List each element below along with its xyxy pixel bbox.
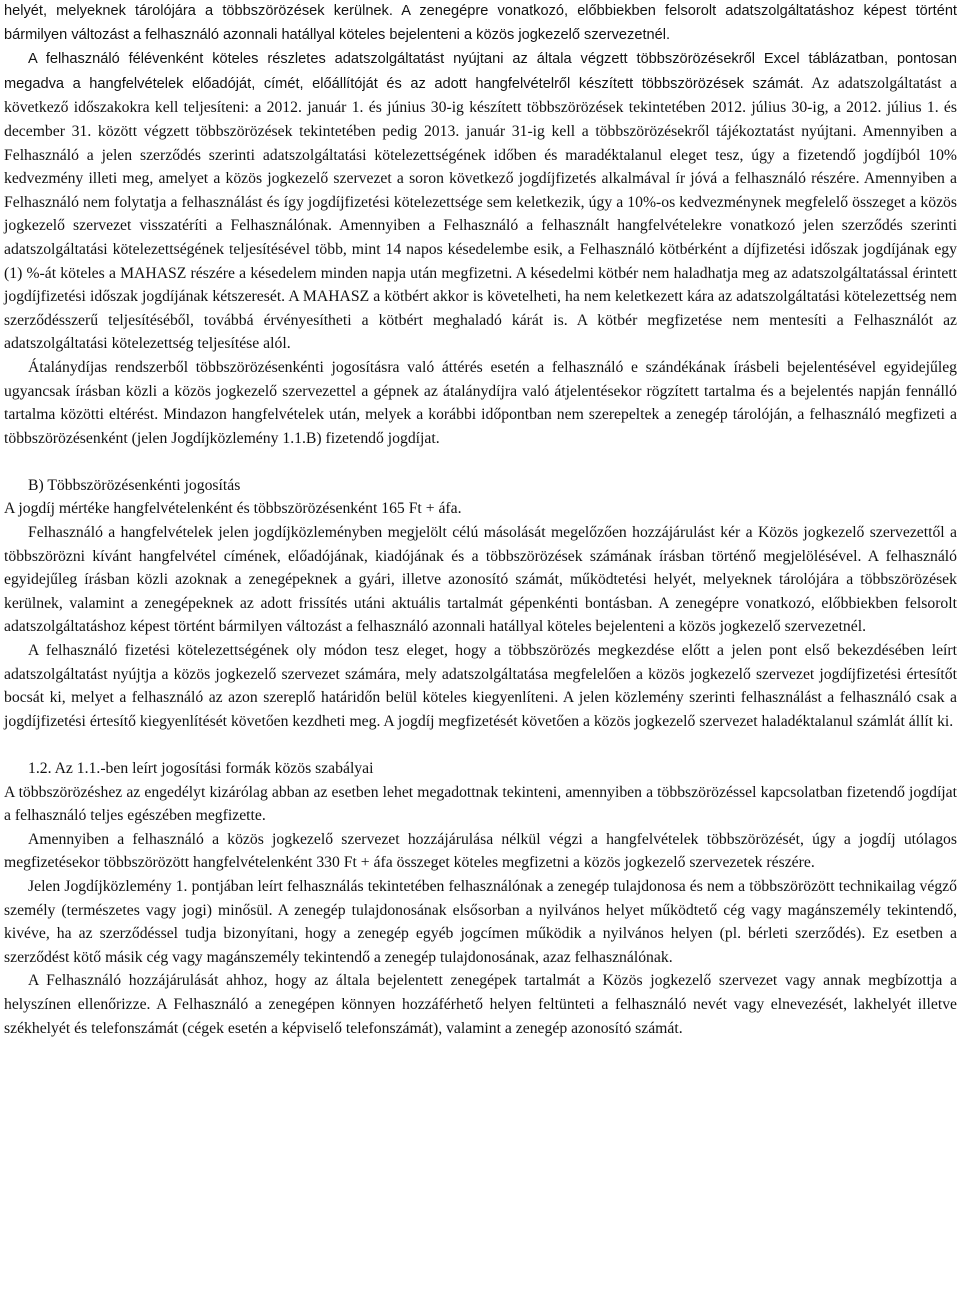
spacer [4,733,957,757]
paragraph-text: A jogdíj mértéke hangfelvételenként és többszörözésenként 165 Ft + áfa. [4,500,462,518]
paragraph-text: Az adatszolgáltatást a következő időszakokra kell teljesíteni: a 2012. január 1. és június 30-ig készített többszörözések tekintetében 2012. július 30-ig, a 2012. július 1. és december 31. között végzett többszörözések tekintetében pedig 2013. január 31-ig kell a többszörözésekről tájékoztatást nyújtani. Amennyiben a Felhasználó a jelen szerződés szerinti adatszolgáltatási kötelezettségének időben és maradéktalanul eleget tesz, úgy a fizetendő jogdíjból 10% kedvezmény illeti meg, amelyet a közös jogkezelő szervezet a soron következő jogdíjfizetés alkalmával ír jóvá a felhasználó részére. Amennyiben a Felhasználó nem folytatja a felhasználást és így jogdíjfizetési kötelezettsége sem keletkezik, úgy a 10%-os kedvezménynek megfelelő összeget a közös jogkezelő szervezet visszatéríti a Felhasználónak. Amennyiben a Felhasználó a felhasznált hangfelvételekre vonatkozó jelen szerződés szerinti adatszolgáltatási kötelezettségének teljesítésével több, mint 14 napos késedelembe esik, a Felhasználó kötbérként a díjfizetési időszak jogdíjának egy (1) %-át köteles a MAHASZ részére a késedelem minden napja után megfizetni. A késedelmi kötbér nem haladhatja meg az adatszolgáltatással érintett jogdíjfizetési időszak jogdíjának kétszeresét. A MAHASZ a kötbért akkor is követelheti, ha nem keletkezett kára az adatszolgáltatási kötelezettség nem szerződésszerű teljesítéséből, továbbá érvényesítheti a kötbért meghaladó kárát is. A kötbér megfizetése nem mentesíti a Felhasználót az adatszolgáltatási kötelezettség teljesítése alól. [4,74,957,353]
section-title: 1.2. Az 1.1.-ben leírt jogosítási formák közös szabályai [28,760,374,777]
paragraph-fee-amount [4,497,957,521]
paragraph-notification [4,0,957,47]
paragraph-text: A többszörözéshez az engedélyt kizárólag abban az esetben lehet megadottnak tekinteni, amennyiben a többszörözéssel kapcsolatban fizetendő jogdíjat a felhasználó teljes egészében megfizette. [4,783,957,825]
section-heading-1-2 [4,757,957,781]
spacer [4,450,957,474]
paragraph-text: Amennyiben a felhasználó a közös jogkezelő szervezet hozzájárulása nélkül végzi a hangfelvételek többszörözését, úgy a jogdíj utólagos megfizetésekor többszörözött hangfelvételenként 330 Ft + áfa összeget köteles megfizetni a közös jogkezelő szervezetek részére. [4,830,957,872]
section-heading-b [4,474,957,498]
paragraph-text: Jelen Jogdíjközlemény 1. pontjában leírt felhasználás tekintetében felhasználónak a zenegép tulajdonosa és nem a többszörözött technikailag végző személy (természetes vagy jogi) minősül. A zenegép tulajdonosának elsősorban a nyilvános helyet működtető cég vagy magánszemély tekintendő, kivéve, ha az szerződéssel tudja bizonyítani, hogy a zenegép egyéb jogcímen működik a nyilvános helyen (pl. bérleti szerződés). Ez esetben a szerződést kötő másik cég vagy magánszemély tekintendő a zenegép tulajdonosának, azaz felhasználónak. [4,877,957,966]
paragraph-user-definition [4,875,957,969]
paragraph-text: Felhasználó a hangfelvételek jelen jogdíjközleményben megjelölt célú másolását megelőzően hozzájárulást kér a Közös jogkezelő szervezettől a többszörözni kívánt hangfelvétel címének, előadójának, kiadójának és a többszörözések számának írásban történő megjelölésével. A felhasználó egyidejűleg írásban közli azoknak a zenegépeknek a gyári, illetve azonosító számát, működtetési helyét, melyeknek tárolójára a többszörözések kerülnek, valamint a zenegépeknek az adott frissítés utáni aktuális tartalmát gépenkénti bontásban. A zenegépre vonatkozó, előbbiekben felsorolt adatszolgáltatáshoz képest történt bármilyen változást a felhasználó azonnali hatállyal köteles bejelenteni a közös jogkezelő szervezetnél. [4,524,957,636]
section-title: B) Többszörözésenkénti jogosítás [28,476,241,494]
paragraph-text: helyét, melyeknek tárolójára a többszörözések kerülnek. A zenegépre vonatkozó, előbbiekben felsorolt adatszolgáltatáshoz képest történt bármilyen változást a felhasználó azonnali hatállyal köteles bejelenteni a közös jogkezelő szervezetnél. [4,3,957,43]
paragraph-unauthorized-copying [4,828,957,875]
paragraph-payment-obligation [4,639,957,733]
paragraph-permission [4,781,957,828]
paragraph-inspection [4,969,957,1040]
paragraph-text: Átalánydíjas rendszerből többszörözésenkénti jogosításra való áttérés esetén a felhasználó e szándékának írásbeli bejelentésével egyidejűleg ugyancsak írásban közli a közös jogkezelő szervezettel a gépnek az átalánydíjra való átjelentésekor rögzített tartalma és a bejelentés napján fennálló tartalma közötti eltérést. Mindazon hangfelvételek után, melyek a korábbi időpontban nem szerepeltek a zenegép tárolóján, a felhasználó megfizeti a többszörözésenként (jelen Jogdíjközlemény 1.1.B) fizetendő jogdíjat. [4,358,957,447]
paragraph-consent-request [4,521,957,639]
paragraph-text: A Felhasználó hozzájárulását ahhoz, hogy az általa bejelentett zenegépek tartalmát a Közös jogkezelő szervezet vagy annak megbízottja a helyszínen ellenőrizze. A Felhasználó a zenegépen könnyen hozzáférhető helyen feltünteti a felhasználó nevét vagy elnevezését, lakhelyét illetve székhelyét és telefonszámát (cégek esetén a képviselő telefonszámát), valamint a zenegép azonosító számát. [4,972,957,1037]
paragraph-data-reporting [4,47,957,356]
paragraph-text: A felhasználó félévenként köteles részletes adatszolgáltatást nyújtani az általa végzett többszörözésekről Excel táblázatban, pontosan megadva a hangfelvételek előadóját, címét, előállítóját és az adott hangfelvételről készített többszörözések számát. [4,51,957,92]
paragraph-text: A felhasználó fizetési kötelezettségének oly módon tesz eleget, hogy a többszörözés megkezdése előtt a jelen pont első bekezdésében leírt adatszolgáltatást nyújtja a közös jogkezelő szervezet számára, mely adatszolgáltatása megfelelően a közös jogkezelő szervezet jogdíjfizetési értesítőt bocsát ki, melyet a felhasználó az azon szereplő határidőn belül köteles kiegyenlíteni. A jelen közlemény szerinti felhasználást a felhasználó csak a jogdíjfizetési értesítő kiegyenlítését követően kezdheti meg. A jogdíj megfizetését követően a közös jogkezelő szervezet haladéktalanul számlát állít ki. [4,642,957,730]
paragraph-flat-fee-transition [4,356,957,450]
